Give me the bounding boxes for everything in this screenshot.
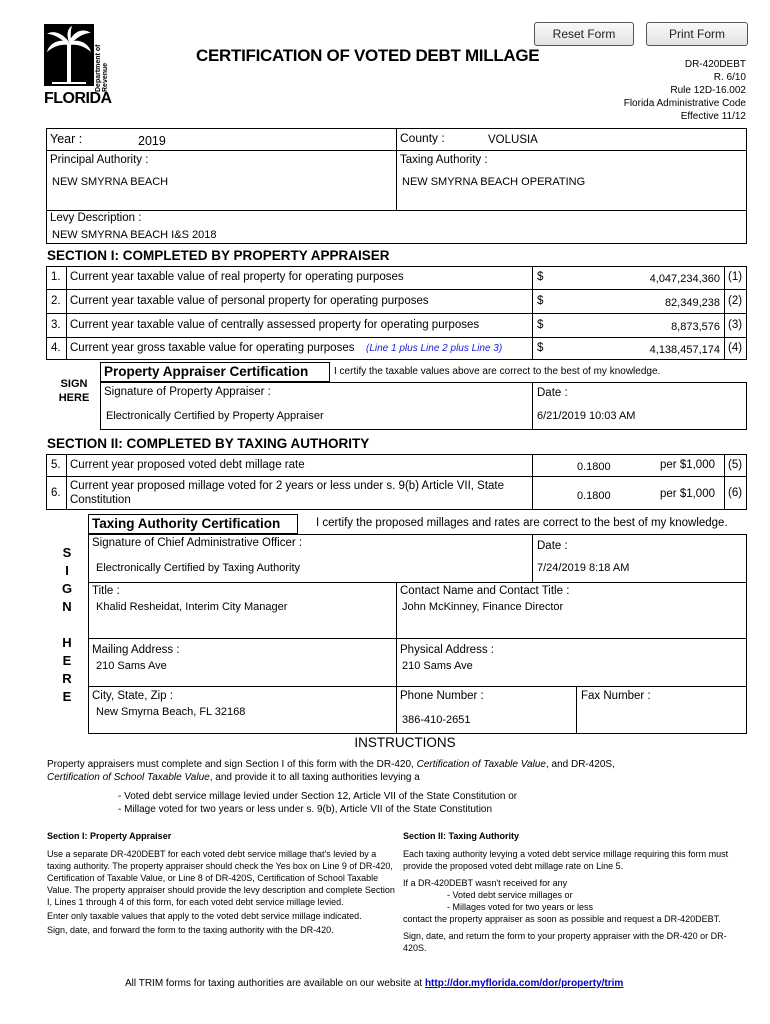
instr-paragraph: Sign, date, and forward the form to the taxing authority with the DR-420. [47,925,334,935]
pa-date-field[interactable]: 6/21/2019 10:03 AM [537,410,636,422]
section-1-instructions-heading: Section I: Property Appraiser [47,831,172,841]
line-6-text: Current year proposed millage voted for 2 years or less under s. 9(b) Article VII, State Constitution [70,480,505,506]
line-3-currency: $ [537,319,544,331]
line-4-currency: $ [537,342,544,354]
florida-wordmark: FLORIDA [44,90,112,107]
instr-paragraph: Use a separate DR-420DEBT for each voted debt service millage that's levied by a taxing authority. The property appraiser should check the Yes box on Line 9 of DR-420, Certification of Taxable Value, or Line 8 of DR-420S, Certification of School Taxable Value. The property appraiser should provide the levy description and complete Section I, Lines 1 through 4 of this form, for each voted debt service millage levied. [47,849,395,907]
taxing-authority-field[interactable]: NEW SMYRNA BEACH OPERATING [402,176,586,188]
county-label: County : [400,131,445,145]
line-6-per: per $1,000 [660,488,715,500]
line-3-ref: (3) [728,319,743,331]
contact-field[interactable]: John McKinney, Finance Director [402,601,564,613]
line-1-value[interactable]: 4,047,234,360 [649,273,720,285]
instr-bullet: - Voted debt service millages or [447,890,573,900]
pa-date-label: Date : [537,387,568,399]
instructions-bullet-1: - Voted debt service millage levied under Section 12, Article VII of the State Constitution or [118,791,518,802]
trim-forms-link[interactable]: http://dor.myflorida.com/dor/property/trim [424,978,624,989]
line-2-text: Current year taxable value of personal property for operating purposes [70,295,429,307]
contact-label: Contact Name and Contact Title : [400,585,570,597]
ta-signature-label: Signature of Chief Administrative Officer : [92,537,303,549]
line-4-note: (Line 1 plus Line 2 plus Line 3) [366,343,503,354]
form-id-block [624,58,746,123]
sign-letter: H [62,635,72,650]
line-2-ref: (2) [728,295,743,307]
instr-paragraph: Sign, date, and return the form to your property appraiser with the DR-420 or DR-420S. [403,931,727,953]
line-5-value[interactable]: 0.1800 [577,461,611,473]
section-1-instructions-text [47,848,395,936]
instructions-intro: Property appraisers must complete and sign Section I of this form with the DR-420, Certification of Taxable Value, and DR-420S, Certification of School Taxable Value, and provide it to all taxing authorities levying a [47,759,615,783]
phone-field[interactable]: 386-410-2651 [402,714,471,726]
section-2-title: SECTION II: COMPLETED BY TAXING AUTHORITY [47,436,370,451]
line-1-currency: $ [537,271,544,283]
instr-paragraph: Enter only taxable values that apply to the voted debt service millage indicated. [47,911,362,921]
form-id-line: DR-420DEBT [684,59,746,70]
instr-paragraph: If a DR-420DEBT wasn't received for any [403,878,568,888]
sign-letter: N [62,599,72,614]
line-6-ref: (6) [728,487,743,499]
line-2-currency: $ [537,295,544,307]
line-5-number: 5. [51,459,61,471]
ta-cert-text: I certify the proposed millages and rates are correct to the best of my knowledge. [316,517,728,529]
county-field[interactable]: VOLUSIA [488,134,538,146]
sign-letter: R [62,671,72,686]
instructions-bullet-2: - Millage voted for two years or less under s. 9(b), Article VII of the State Constitution [118,804,493,815]
line-4-ref: (4) [728,342,743,354]
year-label: Year : [50,132,83,146]
section-2-instructions-heading: Section II: Taxing Authority [403,831,520,841]
instr-paragraph: contact the property appraiser as soon as possible and request a DR-420DEBT. [403,914,721,924]
line-2-number: 2. [51,295,61,307]
print-form-button[interactable]: Print Form [646,22,748,46]
line-1-text: Current year taxable value of real property for operating purposes [70,271,404,283]
instr-paragraph: Each taxing authority levying a voted debt service millage requiring this form must provide the proposed voted debt millage rate on Line 5. [403,849,729,871]
ta-cert-title: Taxing Authority Certification [92,516,281,531]
year-field[interactable]: 2019 [138,134,166,148]
sign-letter: E [62,689,72,704]
pa-signature-field[interactable]: Electronically Certified by Property Appraiser [106,410,324,422]
phone-label: Phone Number : [400,690,484,702]
principal-authority-label: Principal Authority : [50,154,149,166]
section-1-title: SECTION I: COMPLETED BY PROPERTY APPRAISER [47,248,390,263]
line-4-text: Current year gross taxable value for operating purposes [70,342,355,354]
mailing-address-field[interactable]: 210 Sams Ave [96,660,167,672]
form-id-line: Effective 11/12 [680,111,746,122]
sign-letter: I [65,563,69,578]
line-5-per: per $1,000 [660,459,715,471]
line-6-value[interactable]: 0.1800 [577,490,611,502]
instr-bullet: - Millages voted for two years or less [447,902,594,912]
fax-label: Fax Number : [581,690,651,702]
physical-address-label: Physical Address : [400,644,494,656]
title-field[interactable]: Khalid Resheidat, Interim City Manager [96,601,288,613]
physical-address-field[interactable]: 210 Sams Ave [402,660,473,672]
section-2-instructions-text [403,848,748,954]
levy-description-field[interactable]: NEW SMYRNA BEACH I&S 2018 [52,229,217,241]
city-state-zip-field[interactable]: New Smyrna Beach, FL 32168 [96,706,246,718]
title-label: Title : [92,585,120,597]
line-1-ref: (1) [728,271,743,283]
line-3-value[interactable]: 8,873,576 [671,321,720,333]
footer-text: All TRIM forms for taxing authorities are available on our website at http://dor.myflorida.com/dor/property/trim [125,978,624,989]
city-state-zip-label: City, State, Zip : [92,690,173,702]
line-4-number: 4. [51,342,61,354]
principal-authority-field[interactable]: NEW SMYRNA BEACH [52,176,169,188]
vertical-sign-here-label [56,544,78,706]
department-label: Department of Revenue [95,44,109,92]
sign-letter: E [62,653,72,668]
form-id-line: Florida Administrative Code [623,98,746,109]
sign-here-label: SIGN HERE [58,378,90,404]
reset-form-button[interactable]: Reset Form [534,22,634,46]
ta-date-field[interactable]: 7/24/2019 8:18 AM [537,562,630,574]
page-title: CERTIFICATION OF VOTED DEBT MILLAGE [196,46,540,65]
line-4-value[interactable]: 4,138,457,174 [649,344,720,356]
line-2-value[interactable]: 82,349,238 [664,297,720,309]
pa-cert-title: Property Appraiser Certification [104,364,309,379]
ta-date-label: Date : [537,540,568,552]
taxing-authority-label: Taxing Authority : [400,154,488,166]
form-id-line: R. 6/10 [713,72,746,83]
sign-letter: S [62,545,72,560]
pa-cert-text: I certify the taxable values above are correct to the best of my knowledge. [334,366,661,377]
sign-letter: G [61,581,73,596]
line-5-ref: (5) [728,459,743,471]
form-id-line: Rule 12D-16.002 [670,85,746,96]
line-3-number: 3. [51,319,61,331]
levy-description-label: Levy Description : [50,212,142,224]
mailing-address-label: Mailing Address : [92,644,180,656]
ta-signature-field[interactable]: Electronically Certified by Taxing Authority [96,562,301,574]
line-1-number: 1. [51,271,61,283]
line-3-text: Current year taxable value of centrally assessed property for operating purposes [70,319,480,331]
line-6-number: 6. [51,487,61,499]
pa-signature-label: Signature of Property Appraiser : [104,386,271,398]
line-5-text: Current year proposed voted debt millage rate [70,459,305,471]
instructions-heading: INSTRUCTIONS [354,735,456,750]
